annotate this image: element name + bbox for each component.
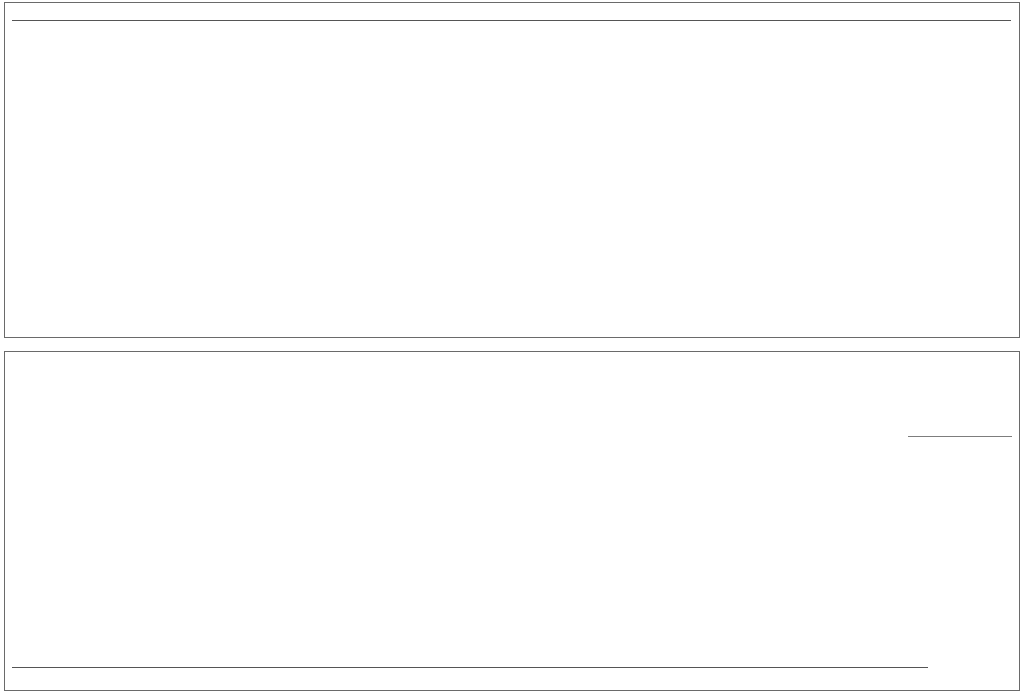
bottom-rule [12, 667, 928, 668]
top-rule [12, 20, 1011, 21]
top-note [16, 11, 50, 14]
date-line-sunday [908, 436, 1012, 437]
planner-bottom-page [4, 351, 1020, 691]
planner-top-page [4, 2, 1020, 338]
